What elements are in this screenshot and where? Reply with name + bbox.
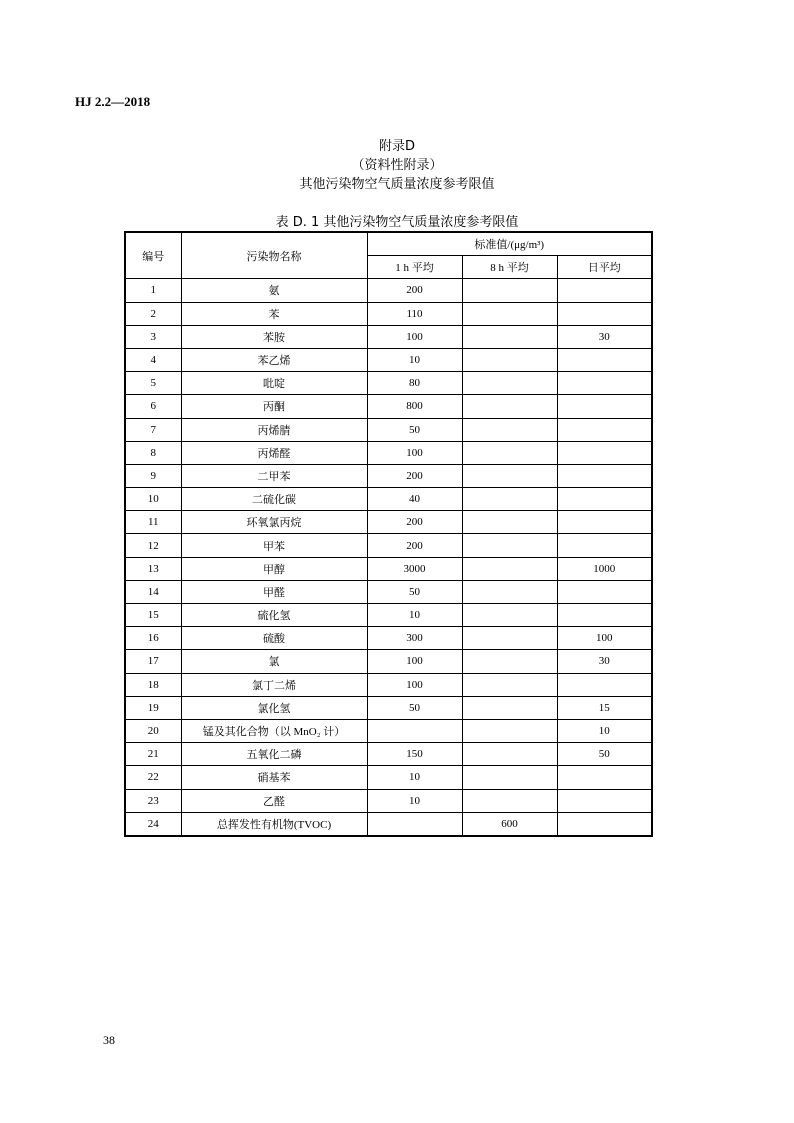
table-row [125, 395, 652, 418]
cell-1h-average: 80 [367, 372, 462, 395]
page-number: 38 [103, 1033, 115, 1047]
table-body [125, 279, 652, 836]
cell-number: 13 [125, 557, 181, 580]
cell-number: 5 [125, 372, 181, 395]
cell-8h-average [462, 673, 557, 696]
cell-pollutant-name: 硝基苯 [181, 766, 367, 789]
cell-number: 4 [125, 348, 181, 371]
cell-pollutant-name: 锰及其化合物（以 MnO₂ 计） [181, 719, 367, 742]
cell-8h-average [462, 719, 557, 742]
table-row [125, 673, 652, 696]
cell-pollutant-name: 硫化氢 [181, 604, 367, 627]
cell-daily-average [557, 441, 652, 464]
cell-1h-average: 40 [367, 488, 462, 511]
cell-8h-average [462, 395, 557, 418]
cell-8h-average [462, 696, 557, 719]
cell-8h-average [462, 627, 557, 650]
appendix-heading: 其他污染物空气质量浓度参考限值 [299, 177, 495, 192]
cell-number: 16 [125, 627, 181, 650]
cell-number: 19 [125, 696, 181, 719]
table-row [125, 279, 652, 302]
table-row [125, 743, 652, 766]
table-row [125, 488, 652, 511]
cell-number: 2 [125, 302, 181, 325]
cell-8h-average [462, 488, 557, 511]
cell-8h-average [462, 511, 557, 534]
cell-8h-average [462, 279, 557, 302]
cell-1h-average: 100 [367, 325, 462, 348]
cell-1h-average: 100 [367, 650, 462, 673]
header-8h-average: 8 h 平均 [462, 256, 557, 279]
appendix-subtitle: （资料性附录） [351, 158, 443, 173]
cell-number: 3 [125, 325, 181, 348]
cell-8h-average [462, 302, 557, 325]
cell-pollutant-name: 甲苯 [181, 534, 367, 557]
cell-pollutant-name: 氯 [181, 650, 367, 673]
cell-1h-average: 50 [367, 418, 462, 441]
cell-daily-average [557, 580, 652, 603]
header-daily-average: 日平均 [557, 256, 652, 279]
table-row [125, 604, 652, 627]
cell-number: 18 [125, 673, 181, 696]
cell-daily-average [557, 488, 652, 511]
cell-1h-average: 100 [367, 441, 462, 464]
cell-pollutant-name: 氯丁二烯 [181, 673, 367, 696]
cell-1h-average: 110 [367, 302, 462, 325]
cell-daily-average [557, 302, 652, 325]
cell-number: 8 [125, 441, 181, 464]
cell-8h-average [462, 464, 557, 487]
cell-pollutant-name: 苯胺 [181, 325, 367, 348]
table-row [125, 511, 652, 534]
cell-1h-average: 200 [367, 279, 462, 302]
cell-daily-average: 1000 [557, 557, 652, 580]
cell-8h-average [462, 789, 557, 812]
cell-number: 22 [125, 766, 181, 789]
cell-8h-average [462, 348, 557, 371]
table-row [125, 348, 652, 371]
cell-daily-average [557, 789, 652, 812]
cell-8h-average: 600 [462, 812, 557, 836]
cell-daily-average: 50 [557, 743, 652, 766]
cell-1h-average: 10 [367, 789, 462, 812]
table-row [125, 789, 652, 812]
cell-1h-average [367, 719, 462, 742]
cell-1h-average: 10 [367, 766, 462, 789]
cell-1h-average: 10 [367, 604, 462, 627]
appendix-title: 附录D [378, 139, 415, 154]
table-row [125, 580, 652, 603]
table-caption: 表 D. 1 其他污染物空气质量浓度参考限值 [275, 215, 519, 230]
cell-daily-average [557, 372, 652, 395]
table-row [125, 464, 652, 487]
cell-8h-average [462, 650, 557, 673]
cell-1h-average [367, 812, 462, 836]
cell-number: 24 [125, 812, 181, 836]
cell-daily-average [557, 418, 652, 441]
cell-pollutant-name: 氨 [181, 279, 367, 302]
cell-daily-average [557, 673, 652, 696]
cell-daily-average [557, 395, 652, 418]
cell-daily-average [557, 604, 652, 627]
document-code: HJ 2.2—2018 [75, 94, 151, 109]
cell-pollutant-name: 丙烯醛 [181, 441, 367, 464]
cell-number: 11 [125, 511, 181, 534]
cell-1h-average: 200 [367, 511, 462, 534]
cell-daily-average: 30 [557, 650, 652, 673]
cell-pollutant-name: 吡啶 [181, 372, 367, 395]
header-1h-average: 1 h 平均 [367, 256, 462, 279]
cell-pollutant-name: 丙酮 [181, 395, 367, 418]
table-row [125, 696, 652, 719]
cell-1h-average: 50 [367, 696, 462, 719]
table-row [125, 719, 652, 742]
cell-pollutant-name: 甲醇 [181, 557, 367, 580]
cell-8h-average [462, 557, 557, 580]
cell-number: 10 [125, 488, 181, 511]
header-standard: 标准值/(μg/m³) [367, 232, 652, 256]
table-row [125, 766, 652, 789]
table-header-row [125, 232, 652, 256]
table-row [125, 302, 652, 325]
cell-pollutant-name: 二硫化碳 [181, 488, 367, 511]
cell-pollutant-name: 乙醛 [181, 789, 367, 812]
table-row [125, 372, 652, 395]
cell-daily-average: 10 [557, 719, 652, 742]
cell-daily-average [557, 348, 652, 371]
cell-daily-average: 30 [557, 325, 652, 348]
cell-pollutant-name: 总挥发性有机物(TVOC) [181, 812, 367, 836]
cell-pollutant-name: 环氧氯丙烷 [181, 511, 367, 534]
table-row [125, 325, 652, 348]
cell-8h-average [462, 766, 557, 789]
cell-pollutant-name: 二甲苯 [181, 464, 367, 487]
cell-1h-average: 200 [367, 534, 462, 557]
cell-1h-average: 150 [367, 743, 462, 766]
header-pollutant: 污染物名称 [181, 232, 367, 279]
cell-number: 20 [125, 719, 181, 742]
cell-daily-average [557, 812, 652, 836]
cell-number: 6 [125, 395, 181, 418]
cell-number: 12 [125, 534, 181, 557]
cell-number: 23 [125, 789, 181, 812]
cell-8h-average [462, 580, 557, 603]
cell-number: 17 [125, 650, 181, 673]
cell-pollutant-name: 五氧化二磷 [181, 743, 367, 766]
cell-8h-average [462, 325, 557, 348]
cell-number: 9 [125, 464, 181, 487]
cell-daily-average [557, 766, 652, 789]
cell-number: 21 [125, 743, 181, 766]
table-row [125, 650, 652, 673]
cell-daily-average [557, 279, 652, 302]
cell-8h-average [462, 418, 557, 441]
cell-8h-average [462, 534, 557, 557]
cell-pollutant-name: 氯化氢 [181, 696, 367, 719]
cell-pollutant-name: 苯 [181, 302, 367, 325]
cell-daily-average: 100 [557, 627, 652, 650]
cell-1h-average: 10 [367, 348, 462, 371]
table-row [125, 812, 652, 836]
cell-1h-average: 200 [367, 464, 462, 487]
table-row [125, 627, 652, 650]
cell-number: 7 [125, 418, 181, 441]
table-row [125, 418, 652, 441]
cell-daily-average [557, 464, 652, 487]
cell-8h-average [462, 743, 557, 766]
table-row [125, 441, 652, 464]
cell-daily-average: 15 [557, 696, 652, 719]
cell-1h-average: 300 [367, 627, 462, 650]
cell-number: 1 [125, 279, 181, 302]
cell-daily-average [557, 534, 652, 557]
cell-1h-average: 800 [367, 395, 462, 418]
cell-1h-average: 50 [367, 580, 462, 603]
cell-daily-average [557, 511, 652, 534]
cell-1h-average: 3000 [367, 557, 462, 580]
cell-8h-average [462, 604, 557, 627]
cell-number: 15 [125, 604, 181, 627]
cell-pollutant-name: 苯乙烯 [181, 348, 367, 371]
header-number: 编号 [125, 232, 181, 279]
cell-pollutant-name: 甲醛 [181, 580, 367, 603]
cell-1h-average: 100 [367, 673, 462, 696]
pollutant-limits-table [124, 231, 653, 837]
cell-number: 14 [125, 580, 181, 603]
table-row [125, 557, 652, 580]
cell-8h-average [462, 372, 557, 395]
table-row [125, 534, 652, 557]
cell-pollutant-name: 丙烯腈 [181, 418, 367, 441]
cell-8h-average [462, 441, 557, 464]
cell-pollutant-name: 硫酸 [181, 627, 367, 650]
